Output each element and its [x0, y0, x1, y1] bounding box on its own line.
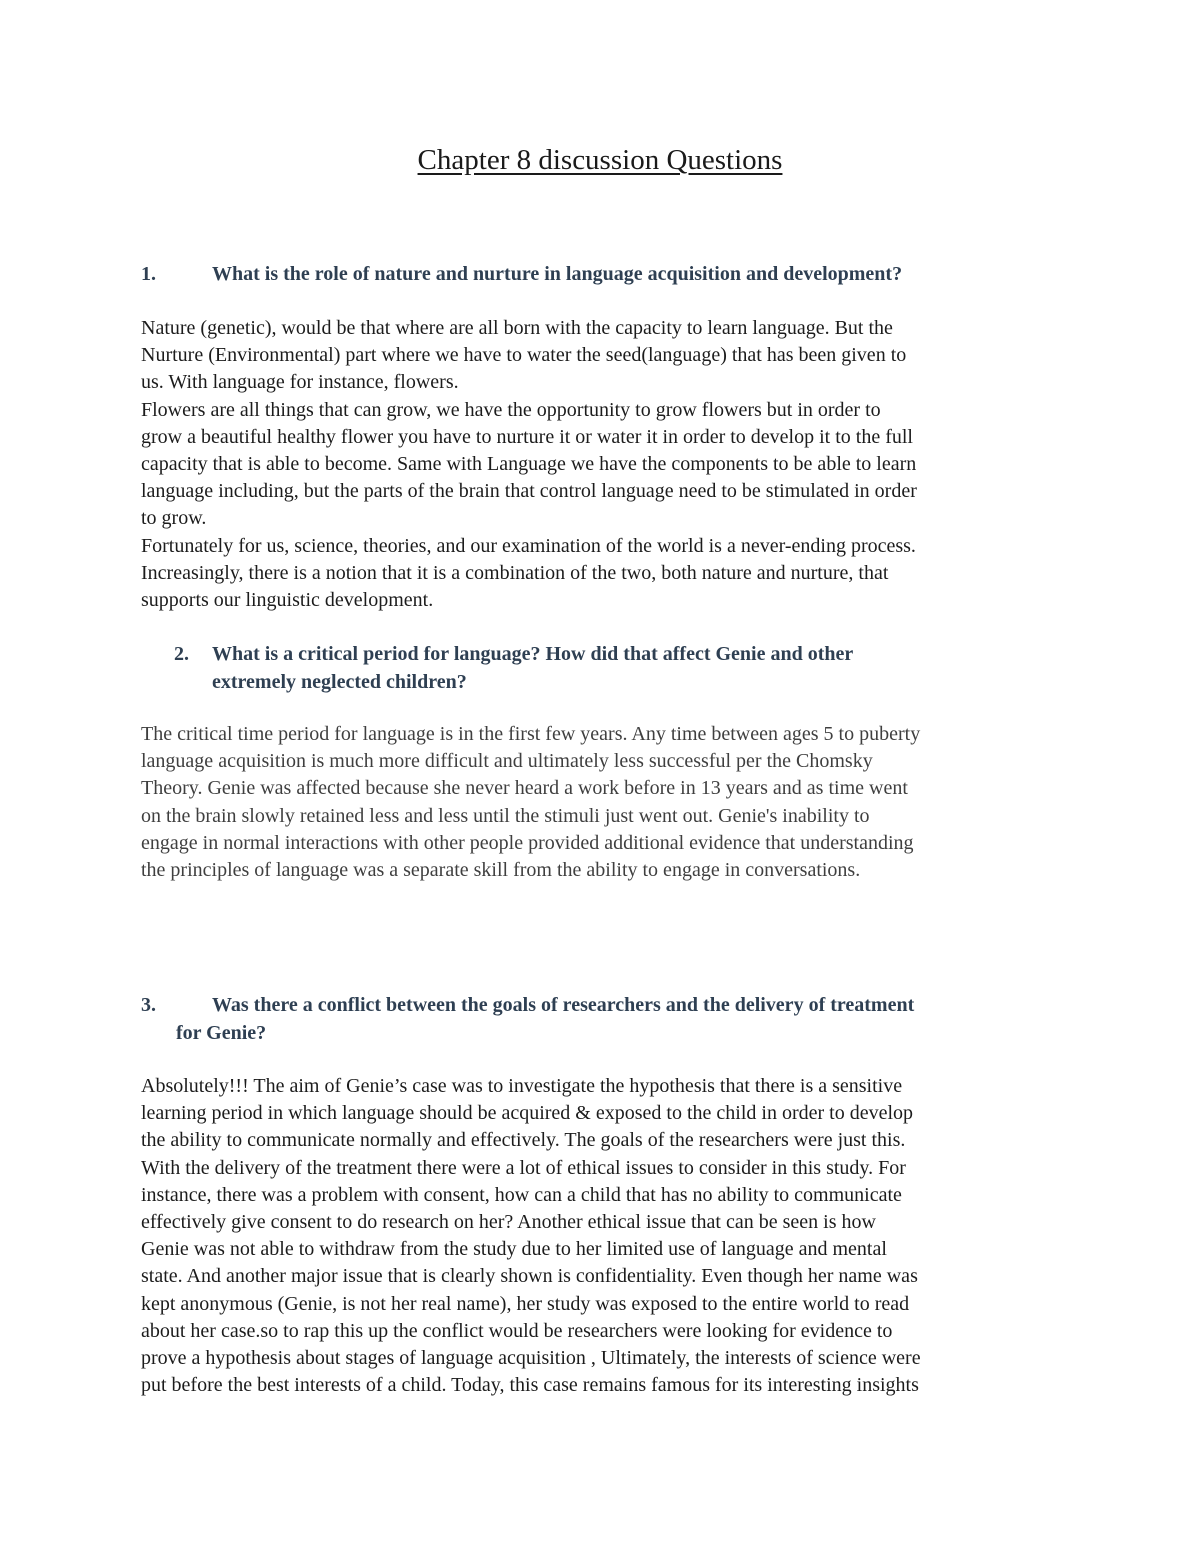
answer-line: Nature (genetic), would be that where are all born with the capacity to learn language. But the	[141, 317, 893, 339]
answer-line: Genie was not able to withdraw from the study due to her limited use of language and mental	[141, 1238, 887, 1261]
answer-line: the principles of language was a separate skill from the ability to engage in conversations.	[141, 859, 861, 882]
answer-3	[141, 1073, 1066, 1399]
answer-line: Absolutely!!! The aim of Genie’s case was to investigate the hypothesis that there is a sensitive	[141, 1075, 903, 1097]
answer-2	[141, 721, 1066, 884]
answer-line: on the brain slowly retained less and less until the stimuli just went out. Genie's inability to	[141, 804, 870, 827]
answer-line: language acquisition is much more difficult and ultimately less successful per the Chomsky	[141, 750, 873, 773]
answer-line: Fortunately for us, science, theories, and our examination of the world is a never-ending process.	[141, 534, 916, 557]
answer-line: prove a hypothesis about stages of language acquisition , Ultimately, the interests of science were	[141, 1347, 921, 1370]
answer-line: Flowers are all things that can grow, we have the opportunity to grow flowers but in order to	[141, 398, 881, 421]
answer-line: Theory. Genie was affected because she never heard a work before in 13 years and as time went	[141, 777, 908, 800]
question-number: 3.	[141, 994, 156, 1016]
answer-line: Nurture (Environmental) part where we have to water the seed(language) that has been given to	[141, 344, 907, 367]
question-3	[141, 992, 1101, 1047]
answer-line: capacity that is able to become. Same with Language we have the components to be able to learn	[141, 453, 917, 476]
answer-line: The critical time period for language is in the first few years. Any time between ages 5 to puberty	[141, 723, 921, 745]
answer-line: engage in normal interactions with other people provided additional evidence that understanding	[141, 831, 914, 854]
answer-line: us. With language for instance, flowers.	[141, 371, 459, 394]
answer-line: kept anonymous (Genie, is not her real name), her study was exposed to the entire world to read	[141, 1292, 910, 1315]
question-number: 1.	[141, 263, 156, 285]
question-1	[141, 261, 1101, 289]
question-2	[174, 641, 1074, 696]
question-text-line: Was there a conflict between the goals of researchers and the delivery of treatment	[212, 994, 915, 1016]
question-text-line: extremely neglected children?	[212, 670, 467, 693]
answer-1	[141, 315, 1066, 614]
question-text-line: for Genie?	[176, 1021, 267, 1044]
answer-line: instance, there was a problem with consent, how can a child that has no ability to communicate	[141, 1183, 902, 1206]
answer-line: effectively give consent to do research on her? Another ethical issue that can be seen is how	[141, 1211, 876, 1234]
answer-line: With the delivery of the treatment there were a lot of ethical issues to consider in this study. For	[141, 1156, 906, 1179]
answer-line: put before the best interests of a child. Today, this case remains famous for its interesting insights	[141, 1374, 919, 1397]
answer-line: learning period in which language should be acquired & exposed to the child in order to develop	[141, 1102, 914, 1125]
question-text: What is the role of nature and nurture in language acquisition and development?	[212, 263, 903, 285]
answer-line: the ability to communicate normally and effectively. The goals of the researchers were just this.	[141, 1129, 906, 1152]
answer-line: supports our linguistic development.	[141, 589, 434, 612]
question-number: 2.	[174, 643, 189, 665]
page-title: Chapter 8 discussion Questions	[417, 144, 783, 176]
answer-line: state. And another major issue that is clearly shown is confidentiality. Even though her name was	[141, 1265, 918, 1288]
answer-line: grow a beautiful healthy flower you have to nurture it or water it in order to develop it to the full	[141, 425, 913, 448]
answer-line: language including, but the parts of the brain that control language need to be stimulated in order	[141, 480, 917, 503]
answer-line: to grow.	[141, 507, 207, 530]
answer-line: Increasingly, there is a notion that it is a combination of the two, both nature and nurture, that	[141, 561, 889, 584]
answer-line: about her case.so to rap this up the conflict would be researchers were looking for evidence to	[141, 1319, 893, 1342]
question-text-line: What is a critical period for language? How did that affect Genie and other	[212, 643, 854, 665]
